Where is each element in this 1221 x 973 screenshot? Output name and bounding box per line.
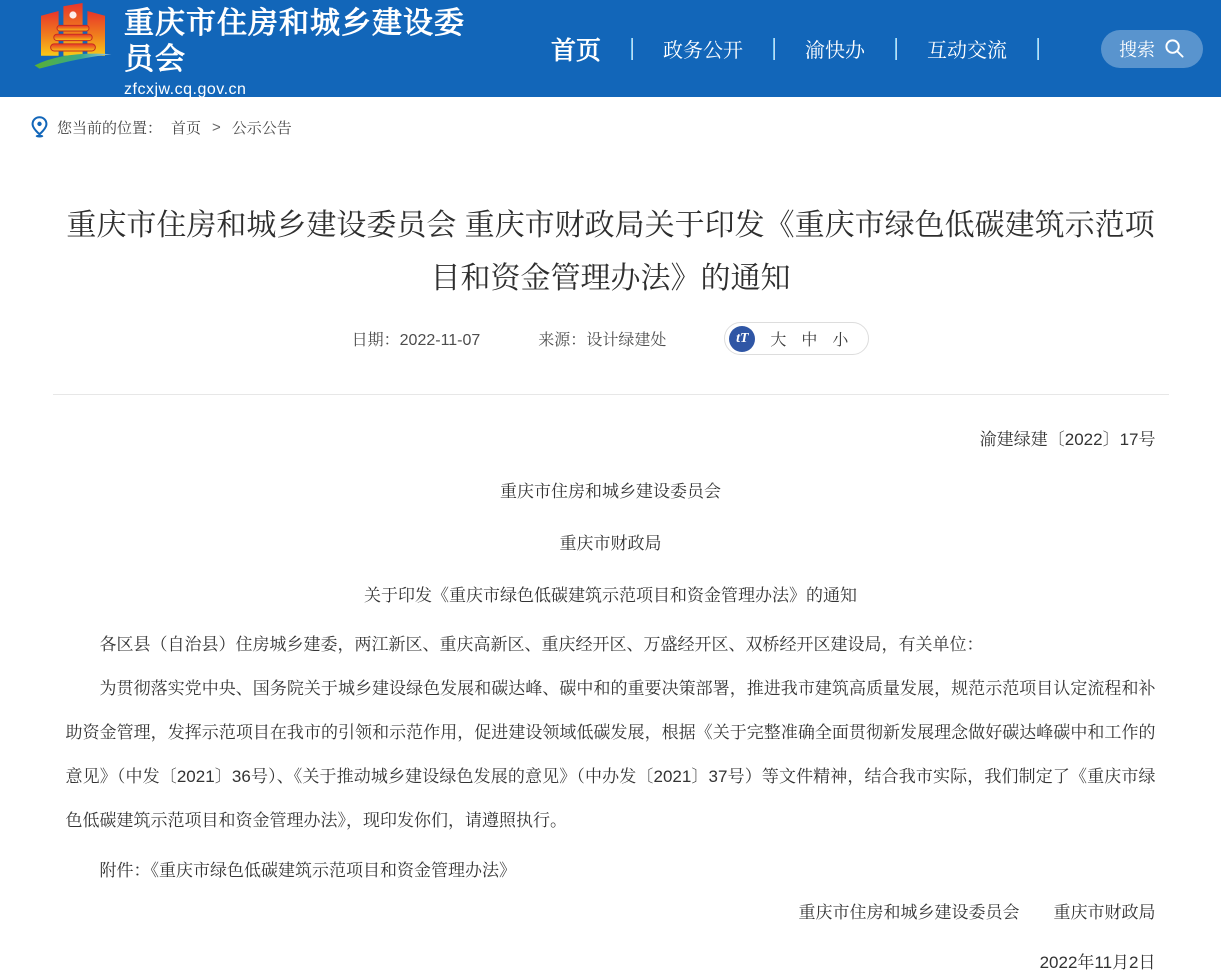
issuing-org-line2: 重庆市财政局: [559, 534, 662, 553]
document-subject-line: 关于印发《重庆市绿色低碳建筑示范项目和资金管理办法》的通知: [364, 586, 857, 605]
attachment-line: 附件：《重庆市绿色低碳建筑示范项目和资金管理办法》: [99, 860, 516, 880]
site-title: 重庆市住房和城乡建设委员会: [124, 7, 465, 76]
article-meta: [53, 322, 1169, 355]
site-url: zfcxjw.cq.gov.cn: [124, 81, 247, 98]
search-button-label: 搜索: [1119, 39, 1155, 60]
site-brand[interactable]: [33, 0, 485, 99]
nav-separator: [1037, 38, 1039, 60]
font-size-large-button[interactable]: 大: [770, 332, 787, 349]
signature-date: 2022年11月2日: [1039, 952, 1156, 972]
issuing-org-line1: 重庆市住房和城乡建设委员会: [500, 482, 721, 501]
addressee-line: 各区县（自治县）住房城乡建委，两江新区、重庆高新区、重庆经开区、万盛经开区、双桥经开区建设局，有关单位：: [99, 635, 984, 654]
search-button[interactable]: [1101, 30, 1203, 68]
location-pin-icon: [31, 116, 48, 138]
nav-item-gov-affairs[interactable]: 政务公开: [663, 40, 743, 62]
breadcrumb-label: 您当前的位置：: [57, 119, 163, 137]
content-divider: [53, 394, 1169, 395]
nav-separator: [895, 38, 897, 60]
article-source: 来源：设计绿建处: [538, 332, 667, 349]
nav-item-yukuaiban[interactable]: 渝快办: [805, 40, 865, 62]
nav-item-interaction[interactable]: 互动交流: [927, 40, 1007, 62]
breadcrumb-link-announcements[interactable]: 公示公告: [231, 119, 292, 137]
article-date: 日期：2022-11-07: [351, 332, 481, 349]
article-page: [53, 200, 1169, 973]
document-paragraph: 为贯彻落实党中央、国务院关于城乡建设绿色发展和碳达峰、碳中和的重要决策部署，推进我市建筑高质量发展，规范示范项目认定流程和补助资金管理，发挥示范项目在我市的引领和示范作用，促进建设领域低碳发展，根据《关于完整准确全面贯彻新发展理念做好碳达峰碳中和工作的意见》（中发〔2021〕36号）、《关于推动城乡建设绿色发展的意见》（中办发〔2021〕37号）等文件精神，结合我市实际，我们制定了《重庆市绿色低碳建筑示范项目和资金管理办法》，现印发你们，请遵照执行。: [65, 679, 1156, 830]
document-number: 渝建绿建〔2022〕17号: [979, 430, 1156, 449]
brand-text: [124, 0, 485, 99]
search-icon: [1164, 38, 1185, 59]
font-size-control: [724, 322, 869, 355]
breadcrumb-separator: >: [212, 118, 221, 136]
site-logo-icon: [33, 0, 113, 72]
font-size-small-button[interactable]: 小: [832, 332, 849, 349]
font-size-medium-button[interactable]: 中: [801, 332, 818, 349]
nav-separator: [631, 38, 633, 60]
breadcrumb: [0, 97, 1221, 146]
site-header: [0, 0, 1221, 97]
main-nav: [547, 31, 1065, 67]
font-size-icon: tT: [729, 326, 755, 352]
signature-line: 重庆市住房和城乡建设委员会 重庆市财政局: [798, 902, 1156, 922]
nav-item-home[interactable]: 首页: [550, 36, 601, 65]
nav-separator: [773, 38, 775, 60]
document-body: [53, 425, 1169, 973]
breadcrumb-link-home[interactable]: 首页: [171, 119, 202, 137]
page-title: 重庆市住房和城乡建设委员会 重庆市财政局关于印发《重庆市绿色低碳建筑示范项目和资金管理办法》的通知: [66, 209, 1155, 295]
